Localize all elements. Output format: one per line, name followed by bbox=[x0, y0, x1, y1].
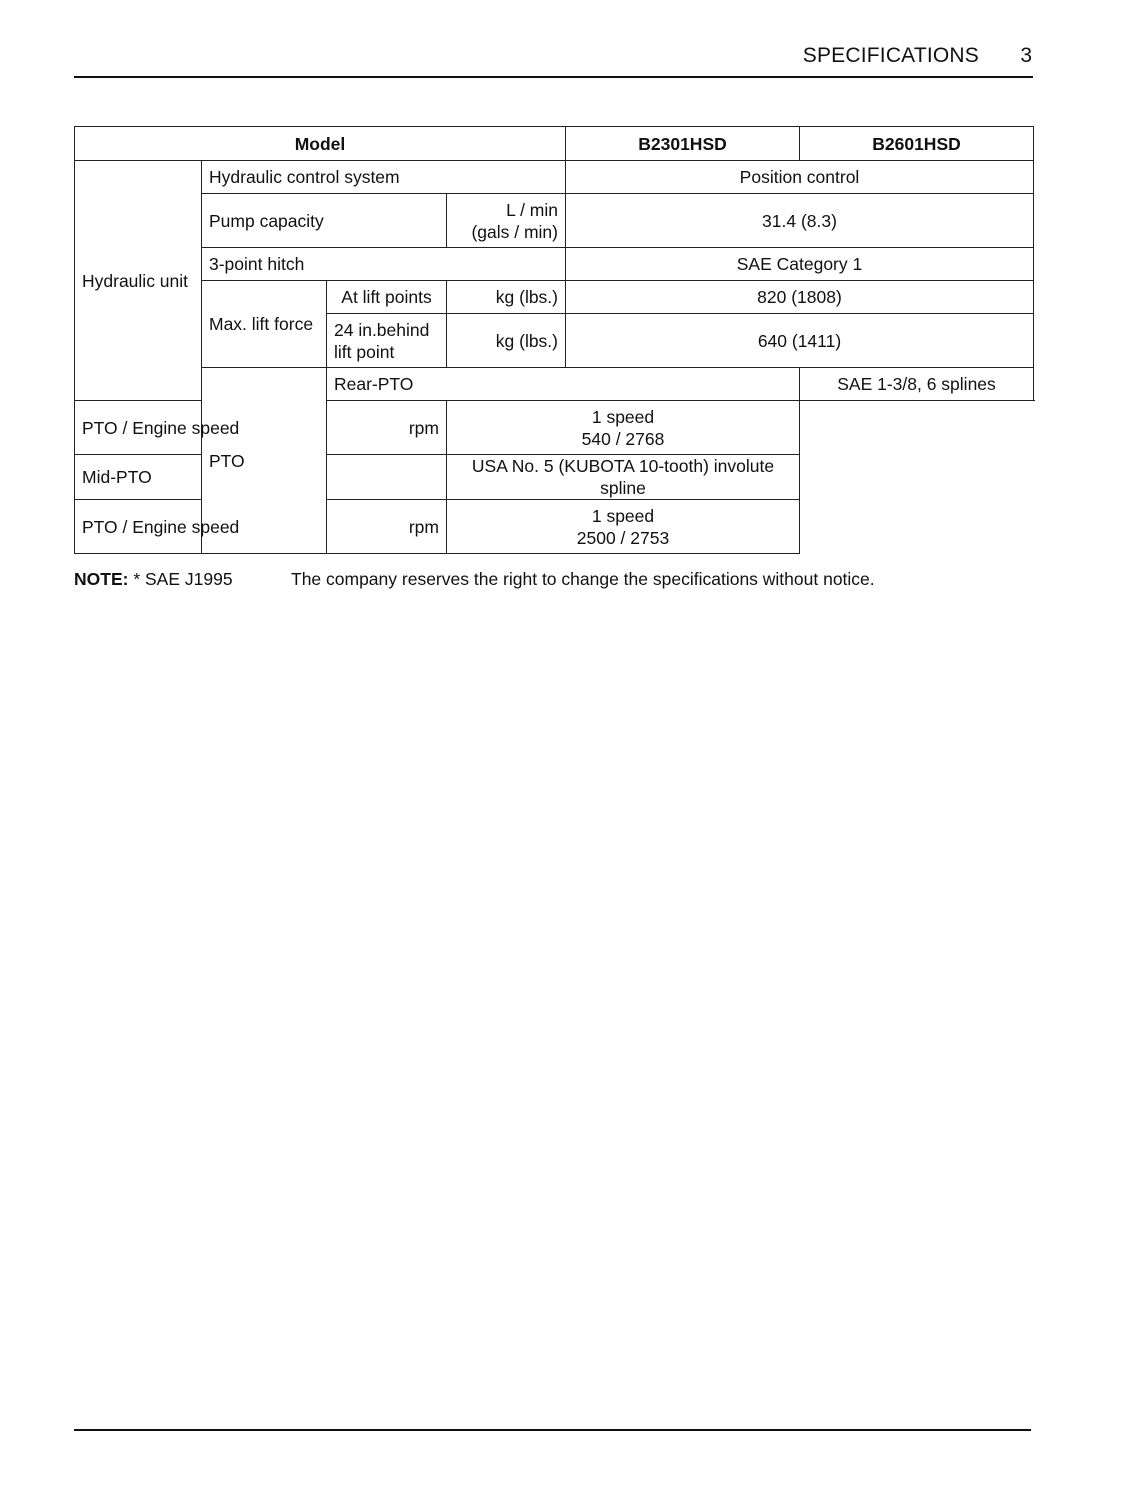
three-point-hitch-label: 3-point hitch bbox=[202, 248, 566, 281]
behind-lift-point-unit: kg (lbs.) bbox=[447, 314, 566, 368]
behind-lift-point-value: 640 (1411) bbox=[566, 314, 1034, 368]
rear-pto-speed-value-line2: 540 / 2768 bbox=[581, 428, 665, 449]
footer-divider bbox=[74, 1429, 1031, 1431]
at-lift-points-unit: kg (lbs.) bbox=[447, 281, 566, 314]
mid-pto-label: Mid-PTO bbox=[75, 455, 447, 500]
note-label: NOTE: bbox=[74, 569, 129, 589]
specifications-table bbox=[74, 126, 1034, 554]
hydraulic-unit-group-label: Hydraulic unit bbox=[75, 161, 202, 401]
table-header-row bbox=[75, 127, 1034, 161]
pump-capacity-unit bbox=[447, 194, 566, 248]
behind-lift-point-label-line2: lift point bbox=[334, 341, 395, 362]
table-row bbox=[75, 368, 1034, 401]
mid-pto-speed-value bbox=[447, 500, 800, 554]
rear-pto-value: SAE 1-3/8, 6 splines bbox=[800, 368, 1034, 401]
rear-pto-label: Rear-PTO bbox=[327, 368, 800, 401]
pump-capacity-label: Pump capacity bbox=[202, 194, 447, 248]
note-reference bbox=[74, 568, 233, 590]
mid-pto-speed-value-line2: 2500 / 2753 bbox=[576, 527, 670, 548]
table-row bbox=[75, 500, 1034, 554]
page-header bbox=[74, 44, 1033, 72]
mid-pto-speed-label: PTO / Engine speed bbox=[75, 500, 327, 554]
rear-pto-speed-value-line1: 1 speed bbox=[591, 406, 655, 427]
header-divider bbox=[74, 76, 1033, 78]
table-row bbox=[75, 161, 1034, 194]
page-number: 3 bbox=[1020, 44, 1032, 67]
table-row bbox=[75, 194, 1034, 248]
model-header-cell: Model bbox=[75, 127, 566, 161]
pump-capacity-unit-line1: L / min bbox=[506, 199, 558, 220]
table-row bbox=[75, 281, 1034, 314]
model-b2301hsd-header: B2301HSD bbox=[566, 127, 800, 161]
hydraulic-control-system-label: Hydraulic control system bbox=[202, 161, 566, 194]
behind-lift-point-label bbox=[327, 314, 447, 368]
mid-pto-speed-value-line1: 1 speed bbox=[591, 505, 655, 526]
pump-capacity-unit-line2: (gals / min) bbox=[471, 221, 558, 242]
rear-pto-speed-label: PTO / Engine speed bbox=[75, 401, 327, 455]
table-row bbox=[75, 248, 1034, 281]
at-lift-points-value: 820 (1808) bbox=[566, 281, 1034, 314]
at-lift-points-label: At lift points bbox=[327, 281, 447, 314]
pto-group-label: PTO bbox=[202, 368, 327, 554]
pump-capacity-value: 31.4 (8.3) bbox=[566, 194, 1034, 248]
note-text: The company reserves the right to change the specifications without notice. bbox=[291, 569, 875, 589]
note-reference-text: * SAE J1995 bbox=[133, 569, 233, 589]
max-lift-force-label: Max. lift force bbox=[202, 281, 327, 368]
model-b2601hsd-header: B2601HSD bbox=[800, 127, 1034, 161]
rear-pto-speed-value bbox=[447, 401, 800, 455]
hydraulic-control-system-value: Position control bbox=[566, 161, 1034, 194]
rear-pto-speed-unit: rpm bbox=[327, 401, 447, 455]
table-row bbox=[75, 401, 1034, 455]
three-point-hitch-value: SAE Category 1 bbox=[566, 248, 1034, 281]
section-title: SPECIFICATIONS bbox=[802, 44, 979, 67]
mid-pto-speed-unit: rpm bbox=[327, 500, 447, 554]
mid-pto-value: USA No. 5 (KUBOTA 10-tooth) involute spline bbox=[447, 455, 800, 500]
behind-lift-point-label-line1: 24 in.behind bbox=[334, 319, 430, 340]
